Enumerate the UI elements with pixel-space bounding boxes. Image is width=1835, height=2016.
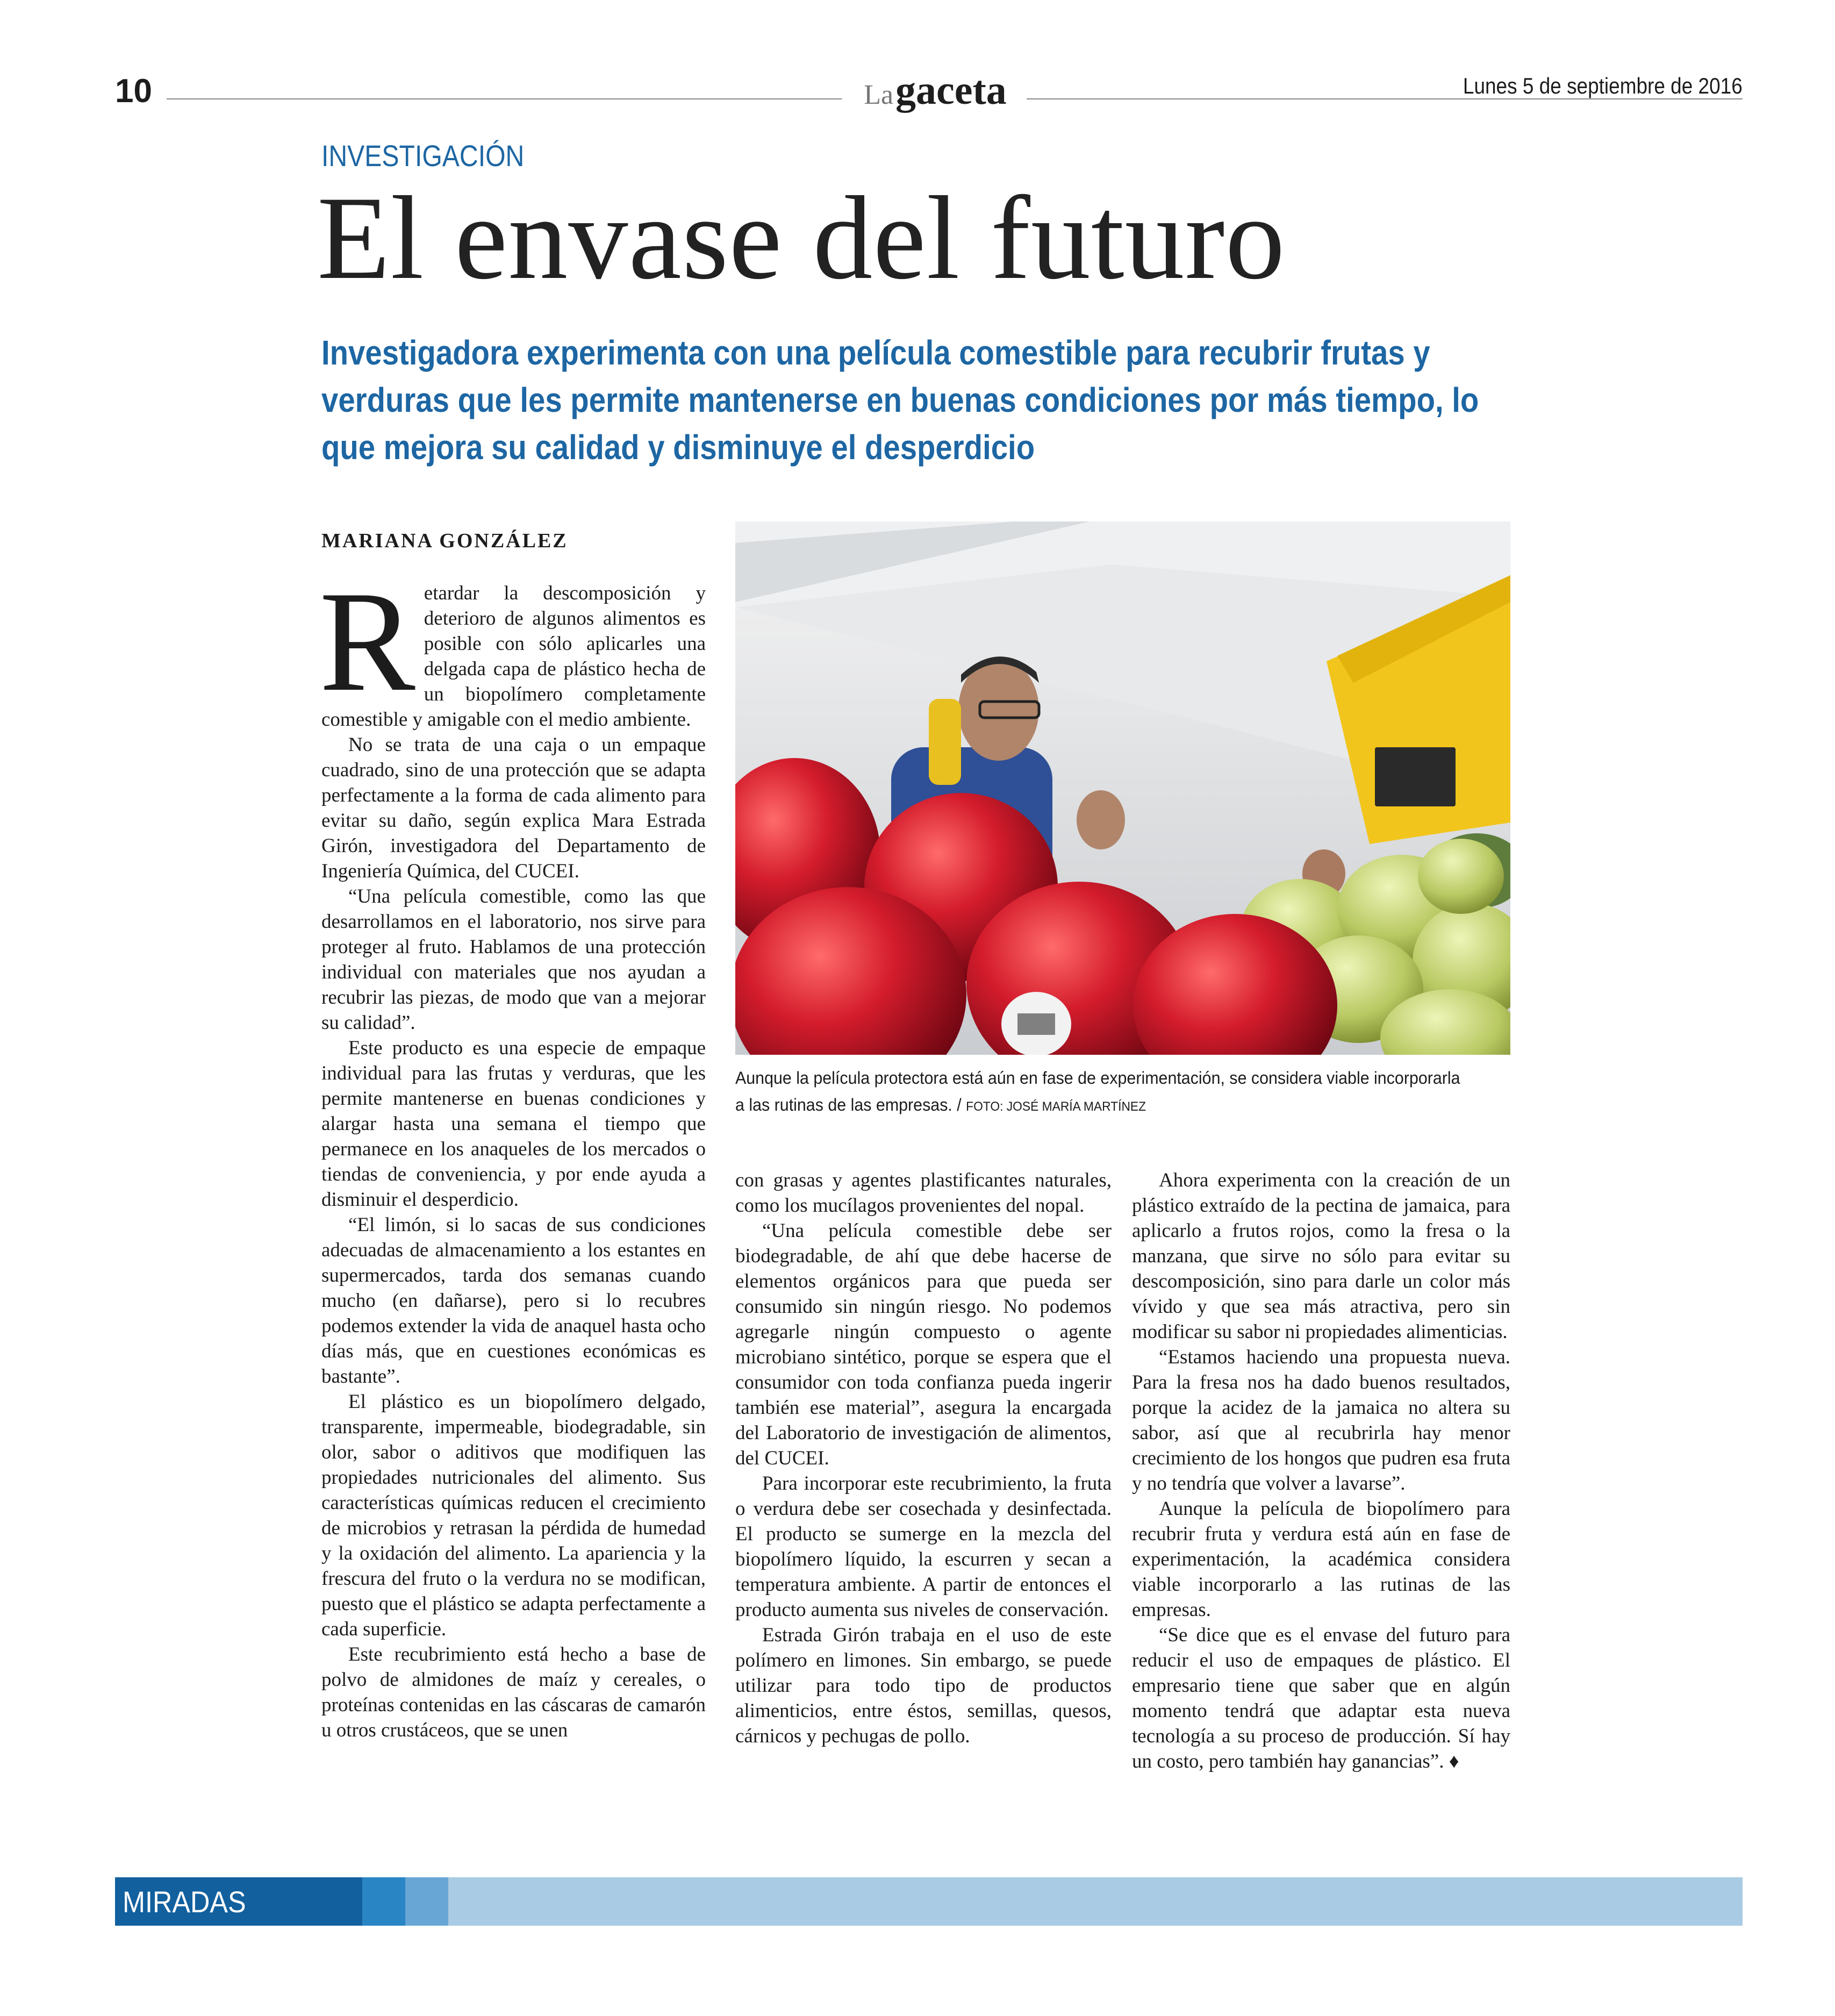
paragraph: Aunque la película de biopolímero para recubrir fruta y verdura está aún en fase de experimentación, la académica considera viable incorporarlo a las rutinas de las empresas.: [1132, 1498, 1510, 1621]
photo-caption: [735, 1064, 1472, 1120]
article-headline: El envase del futuro: [317, 172, 1286, 304]
paragraph: Ahora experimenta con la creación de un plástico extraído de la pectina de jamaica, para aplicarlo a frutos rojos, como la fresa o la manzana, que sirve no sólo para evitar su descomposición, sino para darle un color más vívido y que sea más atractiva, pero sin modificar su sabor ni propiedades alimenticias.: [1132, 1169, 1510, 1343]
header-rule-left: [167, 98, 842, 99]
masthead-logo: [849, 63, 1021, 128]
paragraph: “Una película comestible debe ser biodegradable, de ahí que debe hacerse de elementos orgánicos para que pueda ser consumido sin ningún riesgo. No podemos agregarle ningún compuesto o agente microbiano sintético, porque se espera que el consumidor con toda confianza pueda ingerir también ese material”, asegura la encargada del Laboratorio de investigación de alimentos, del CUCEI.: [735, 1220, 1112, 1469]
paragraph: El plástico es un biopolímero delgado, transparente, impermeable, biodegradable, sin olor, sabor o aditivos que modifiquen las propiedades nutricionales del alimento. Sus características químicas reducen el crecimiento de microbios y retrasan la pérdida de humedad y la oxidación del alimento. La apariencia y la frescura del fruto o la verdura no se modifican, puesto que el plástico se adapta perfectamente a cada superficie.: [321, 1391, 706, 1640]
section-footer-bar: [115, 1877, 1743, 1926]
page-number: 10: [115, 73, 152, 110]
article-photo: [735, 521, 1510, 1055]
paragraph: No se trata de una caja o un empaque cuadrado, sino de una protección que se adapta perfectamente a la forma de cada alimento para evitar su daño, según explica Mara Estrada Girón, investigadora del Departamento de Ingeniería Química, del CUCEI.: [321, 734, 706, 882]
paragraph: “Estamos haciendo una propuesta nueva. Para la fresa nos ha dado buenos resultados, porque la acidez de la jamaica no altera su sabor, así que al recubrirla hay menor crecimiento de los hongos que pudren esa fruta y no tendría que volver a lavarse”.: [1132, 1346, 1510, 1495]
masthead-la: La: [864, 80, 894, 110]
masthead-name: gaceta: [895, 68, 1007, 113]
paragraph: Para incorporar este recubrimiento, la fruta o verdura debe ser cosechada y desinfectada. El producto se sumerge en la mezcla del biopolímero líquido, la escurren y secan a temperatura ambiente. A partir de entonces el producto aumenta sus niveles de conservación.: [735, 1472, 1112, 1621]
paragraph: “El limón, si lo sacas de sus condiciones adecuadas de almacenamiento a los estantes en supermercados, tarda dos semanas cuando mucho (en dañarse), pero si lo recubres podemos extender la vida de anaquel hasta ocho días más, que en cuestiones económicas es bastante”.: [321, 1214, 706, 1388]
paragraph: Este producto es una especie de empaque individual para las frutas y verduras, que les permite mantenerse en buenas condiciones y alargar hasta una semana el tiempo que permanece en los anaqueles de los mercados o tiendas de conveniencia, y por ende ayuda a disminuir el desperdicio.: [321, 1037, 706, 1211]
section-label: INVESTIGACIÓN: [321, 139, 525, 173]
byline: MARIANA GONZÁLEZ: [321, 530, 568, 552]
paragraph: Este recubrimiento está hecho a base de polvo de almidones de maíz y cereales, o proteínas contenidas en las cáscaras de camarón u otros crustáceos, que se unen: [321, 1643, 706, 1741]
article-deck: Investigadora experimenta con una película comestible para recubrir frutas y verduras que les permite mantenerse en buenas condiciones por más tiempo, lo que mejora su calidad y disminuye el desperdicio: [321, 333, 1479, 467]
caption-text: Aunque la película protectora está aún en fase de experimentación, se considera viable incorporarla a las rutinas de las empresas. /: [735, 1068, 1460, 1114]
paragraph: con grasas y agentes plastificantes naturales, como los mucílagos provenientes del nopal.: [735, 1169, 1112, 1217]
drop-cap: R: [319, 561, 415, 721]
footer-bar-light-segment: [405, 1877, 448, 1926]
paragraph: “Se dice que es el envase del futuro para reducir el uso de empaques de plástico. El empresario tiene que saber que en algún momento tendrá que adaptar esta nueva tecnología a su proceso de producción. Sí hay un costo, pero también hay ganancias”. ♦: [1132, 1624, 1510, 1772]
market-stall-illustration: [735, 521, 1510, 1055]
footer-bar-mid-segment: [362, 1877, 405, 1926]
footer-section-label: MIRADAS: [123, 1885, 246, 1919]
paragraph: Estrada Girón trabaja en el uso de este polímero en limones. Sin embargo, se puede utilizar para todo tipo de productos alimenticios, entre éstos, semillas, quesos, cárnicos y pechugas de pollo.: [735, 1624, 1112, 1747]
photo-credit: FOTO: JOSÉ MARÍA MARTÍNEZ: [966, 1099, 1146, 1114]
article-column-3: [1132, 1168, 1510, 1774]
paragraph: Retardar la descomposición y deterioro de algunos alimentos es posible con sólo aplicarles una delgada capa de plástico hecha de un biopolímero completamente comestible y amigable con el medio ambiente.: [319, 561, 706, 731]
paragraph: “Una película comestible, como las que desarrollamos en el laboratorio, nos sirve para proteger al fruto. Hablamos de una protección individual con materiales que nos ayudan a recubrir las piezas, de modo que van a mejorar su calidad”.: [321, 885, 706, 1034]
article-column-1: [319, 561, 706, 1743]
issue-date: Lunes 5 de septiembre de 2016: [1463, 73, 1743, 98]
article-column-2: [735, 1168, 1112, 1749]
